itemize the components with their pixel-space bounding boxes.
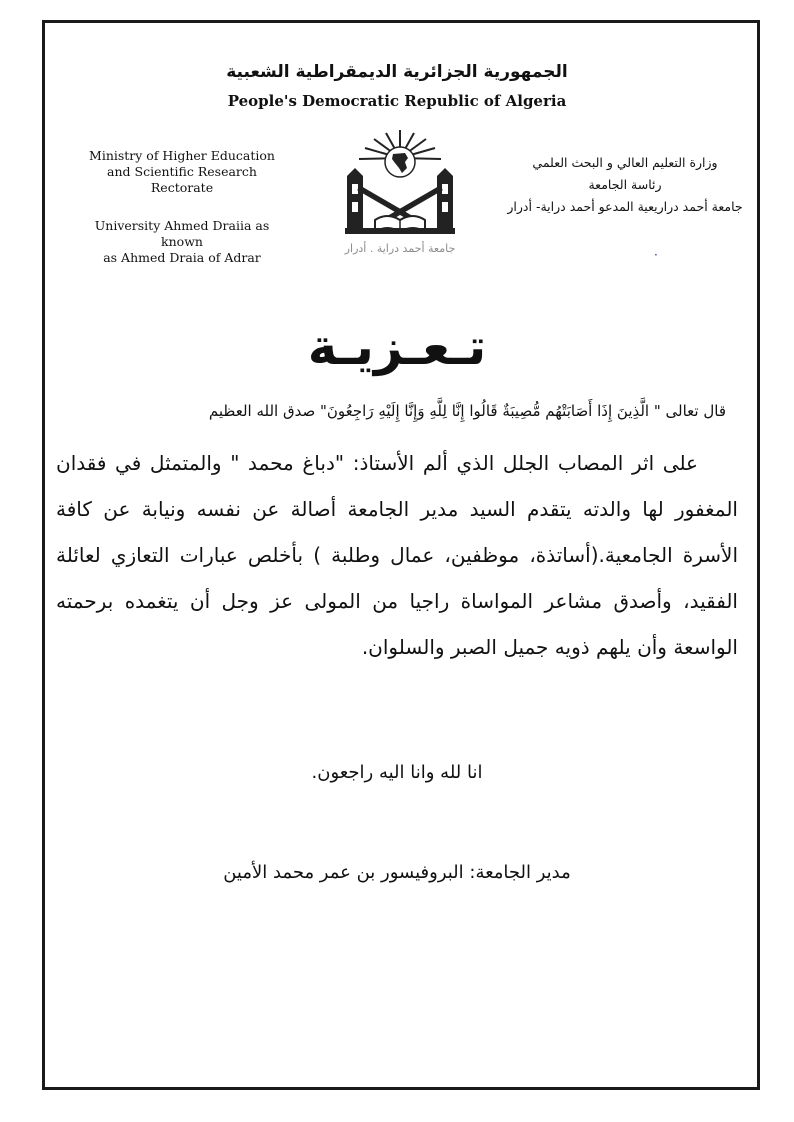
logo-caption: جامعة أحمد دراية . أدرار bbox=[344, 242, 456, 255]
presidency-arabic: رئاسة الجامعة bbox=[588, 177, 662, 192]
ministry-block-arabic bbox=[500, 152, 750, 218]
republic-name-arabic: الجمهورية الجزائرية الديمقراطية الشعبية bbox=[226, 62, 568, 82]
pen-mark: · bbox=[654, 248, 658, 262]
document-title: تـعـزيـة bbox=[307, 318, 487, 376]
ministry-block-english bbox=[72, 148, 292, 266]
closing-phrase: انا لله وانا اليه راجعون. bbox=[311, 762, 483, 783]
university-emblem-icon bbox=[325, 128, 475, 258]
ministry-line-1: Ministry of Higher Education bbox=[89, 148, 275, 163]
university-line-1: University Ahmed Draiia as known bbox=[94, 218, 270, 249]
university-arabic: جامعة أحمد دراريعية المدعو أحمد دراية- أدرار bbox=[507, 199, 743, 214]
condolence-paragraph: على اثر المصاب الجلل الذي ألم الأستاذ: "دباغ محمد " والمتمثل في فقدان المغفور لها والدته يتقدم السيد مدير الجامعة أصالة عن نفسه ونيابة عن كافة الأسرة الجامعية.(أساتذة، موظفين، عمال وطلبة ) بأخلص عبارات التعازي لعائلة الفقيد، وأصدق مشاعر المواساة راجيا من المولى عز وجل أن يتغمده برحمته الواسعة وأن يلهم ذويه جميل الصبر والسلوان. bbox=[56, 451, 738, 659]
republic-name-english: People's Democratic Republic of Algeria bbox=[227, 92, 567, 110]
quran-verse: قال تعالى " الَّذِينَ إِذَا أَصَابَتْهُم مُّصِيبَةٌ قَالُوا إِنَّا لِلَّهِ وَإِنَّا إِلَيْهِ رَاجِعُونَ" صدق الله العظيم bbox=[208, 402, 726, 420]
condolence-body bbox=[56, 440, 738, 670]
university-line-2: as Ahmed Draia of Adrar bbox=[103, 250, 261, 265]
ministry-line-2: and Scientific Research bbox=[107, 164, 257, 179]
rectorate-label: Rectorate bbox=[150, 180, 214, 195]
signature-line: مدير الجامعة: البروفيسور بن عمر محمد الأمين bbox=[223, 862, 571, 883]
ministry-arabic: وزارة التعليم العالي و البحث العلمي bbox=[532, 155, 718, 170]
